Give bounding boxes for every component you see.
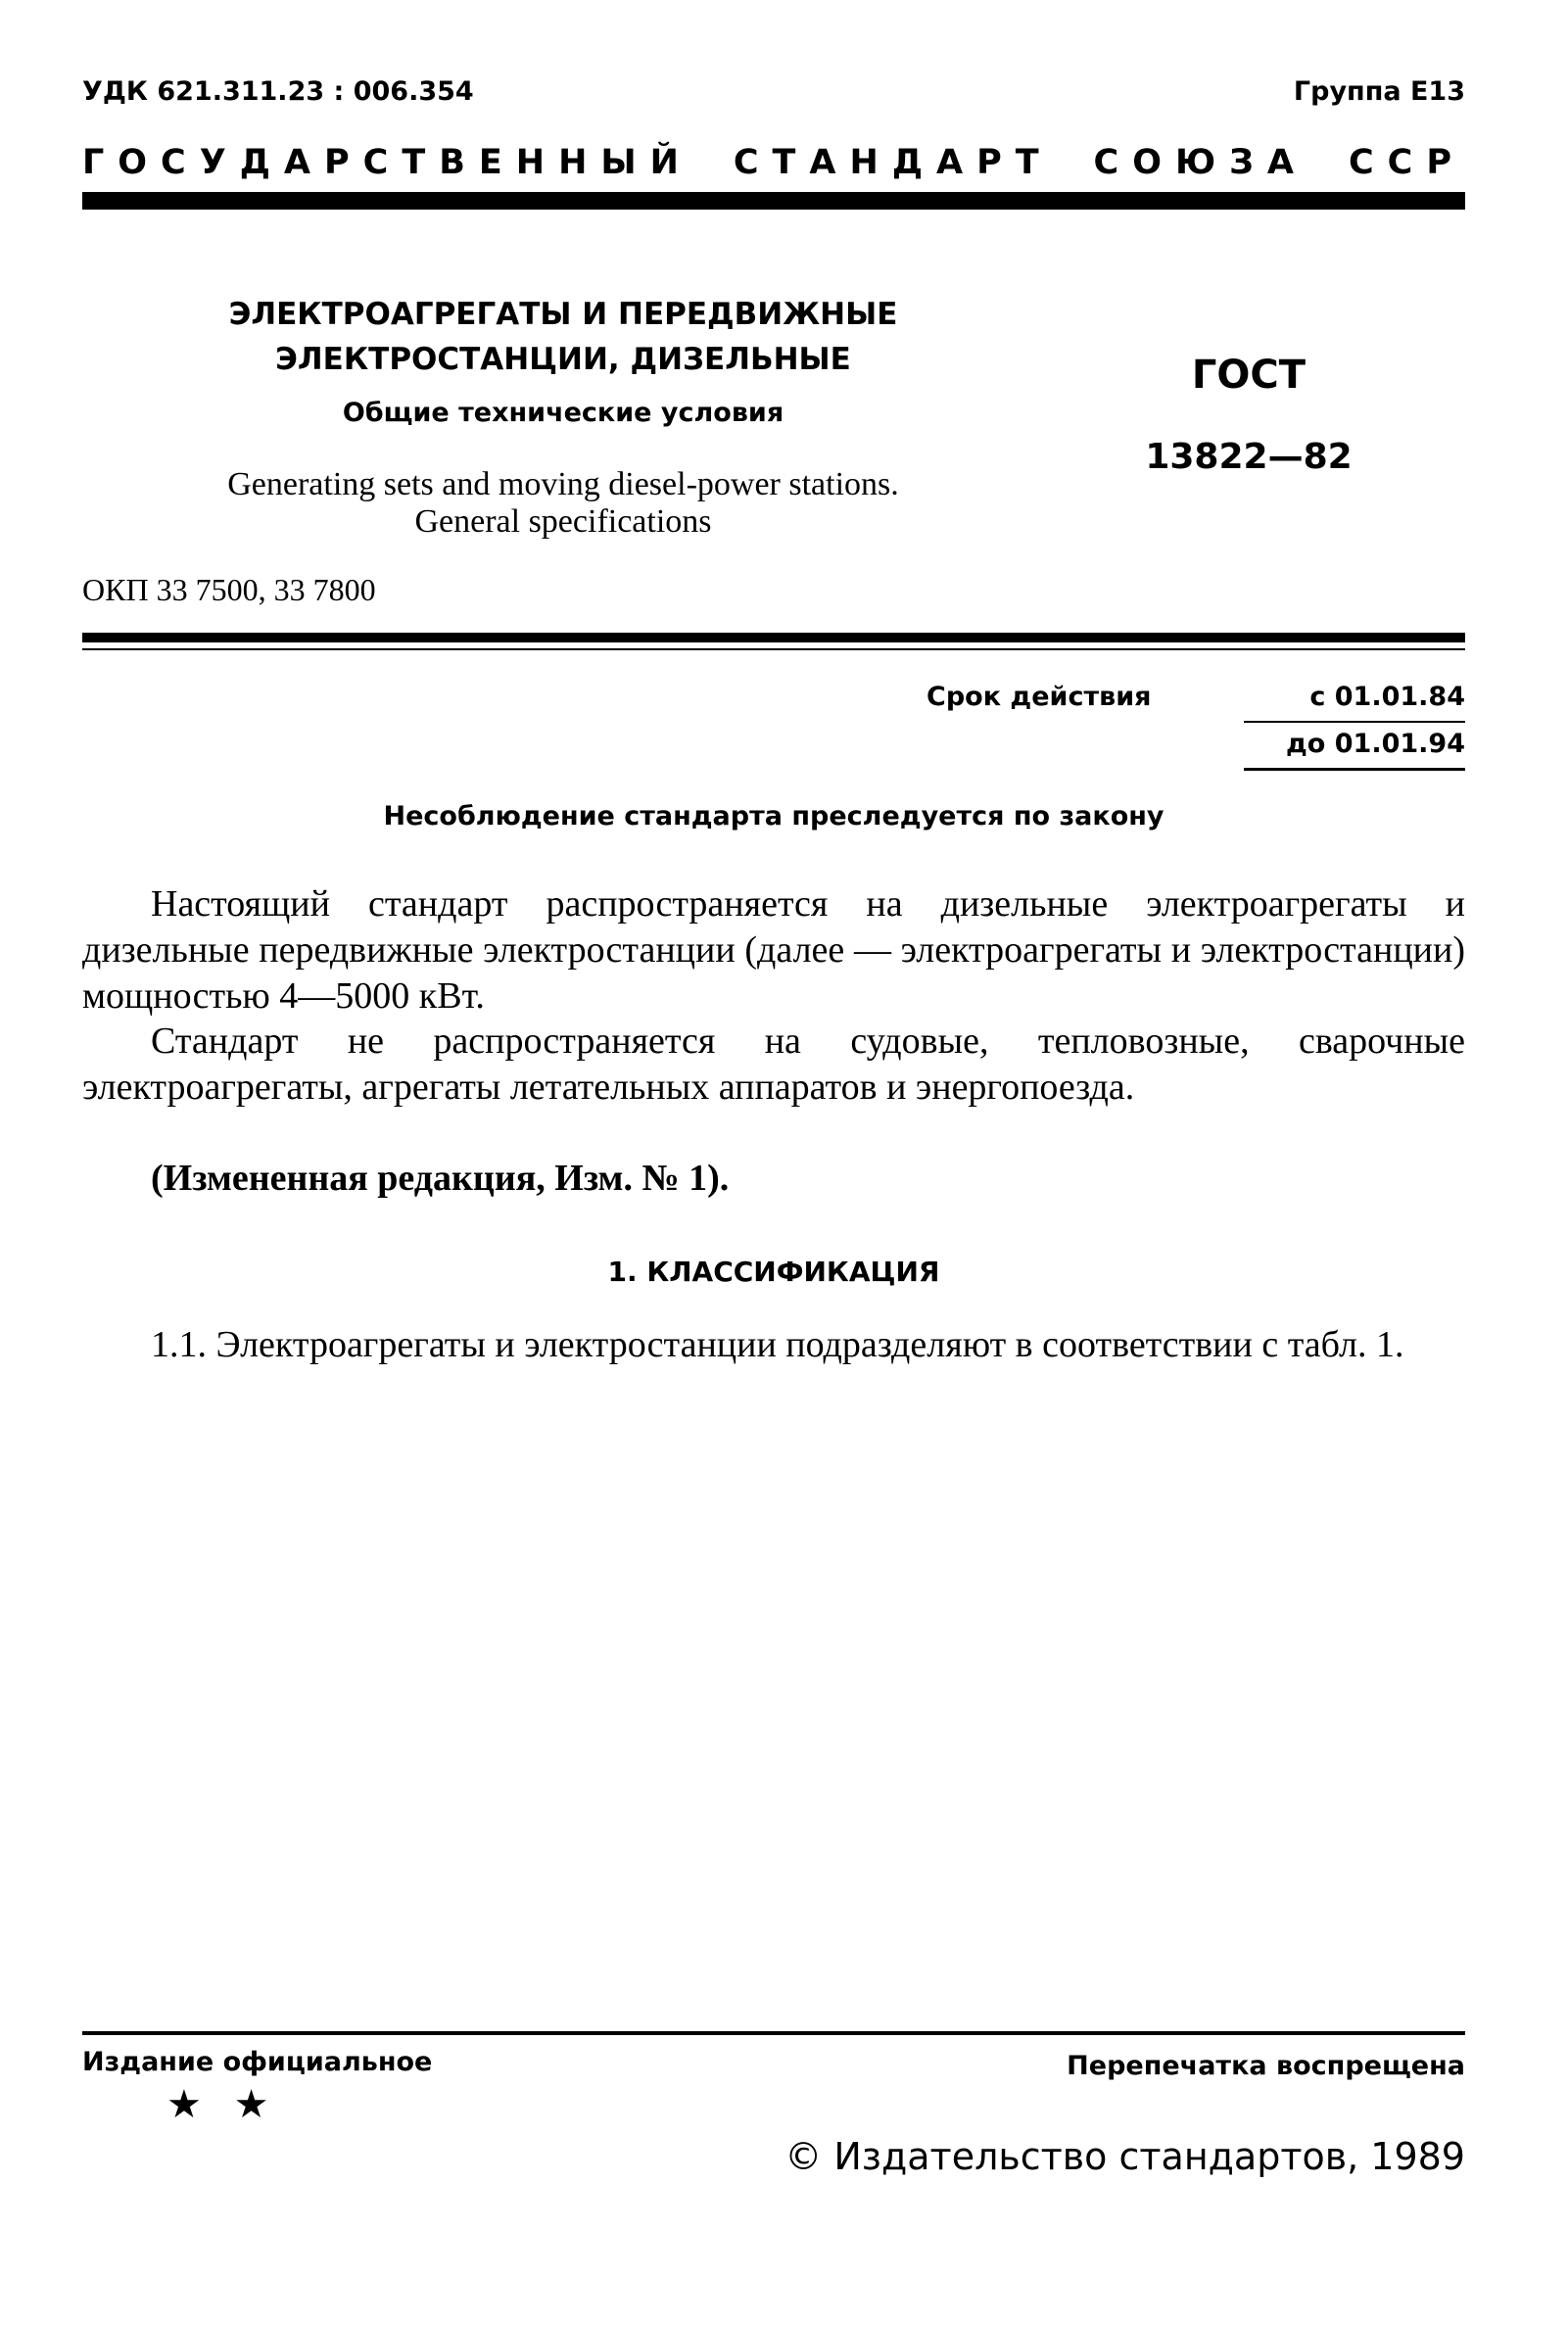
reprint-notice: Перепечатка воспрещена — [1067, 2051, 1465, 2081]
state-standard-heading — [82, 143, 1465, 182]
header-divider — [82, 192, 1465, 210]
paragraph-exclusions: Стандарт не распространяется на судовые, тепловозные, сварочные электроагрегаты, агрегаты летательных аппаратов и энергопоезда. — [82, 1020, 1465, 1108]
english-title — [118, 466, 1009, 541]
title-line-1: ЭЛЕКТРОАГРЕГАТЫ И ПЕРЕДВИЖНЫЕ — [228, 297, 898, 332]
amendment-note: (Измененная редакция, Изм. № 1). — [151, 1158, 730, 1199]
validity-from: с 01.01.84 — [1309, 682, 1465, 712]
section-title: 1. КЛАССИФИКАЦИЯ — [607, 1256, 940, 1288]
subtitle: Общие технические условия — [342, 398, 784, 428]
validity-rule-bottom — [1244, 768, 1465, 771]
state-word-3: СОЮЗА — [1093, 143, 1308, 182]
state-word-1: ГОСУДАРСТВЕННЫЙ — [82, 143, 692, 182]
copyright: © Издательство стандартов, 1989 — [784, 2135, 1465, 2178]
english-title-line-2: General specifications — [414, 503, 712, 540]
validity-label: Срок действия — [927, 682, 1152, 712]
english-title-line-1: Generating sets and moving diesel-power stations. — [227, 466, 899, 502]
star-icons: ★ ★ — [166, 2082, 279, 2127]
gost-number: 13822—82 — [1145, 437, 1353, 477]
paragraph-classification: 1.1. Электроагрегаты и электростанции подразделяют в соответствии с табл. 1. — [151, 1324, 1404, 1365]
title-divider — [82, 633, 1465, 642]
title-line-2: ЭЛЕКТРОСТАНЦИИ, ДИЗЕЛЬНЫЕ — [275, 342, 851, 377]
validity-to: до 01.01.94 — [1286, 729, 1465, 759]
gost-label: ГОСТ — [1191, 353, 1307, 398]
state-word-4: ССР — [1348, 143, 1465, 182]
validity-rule — [1244, 721, 1465, 723]
edition-label: Издание официальное — [82, 2047, 433, 2077]
udk-code: УДК 621.311.23 : 006.354 — [82, 76, 474, 107]
state-word-2: СТАНДАРТ — [733, 143, 1053, 182]
group-code: Группа Е13 — [1293, 76, 1465, 107]
okp-code: ОКП 33 7500, 33 7800 — [82, 572, 376, 607]
law-notice: Несоблюдение стандарта преследуется по закону — [383, 801, 1164, 831]
paragraph-scope: Настоящий стандарт распространяется на дизельные электроагрегаты и дизельные передвижные электростанции (далее — электроагрегаты и электростанции) мощностью 4—5000 кВт. — [82, 883, 1465, 1017]
title-divider-thin — [82, 648, 1465, 650]
footer-divider — [82, 2031, 1465, 2035]
